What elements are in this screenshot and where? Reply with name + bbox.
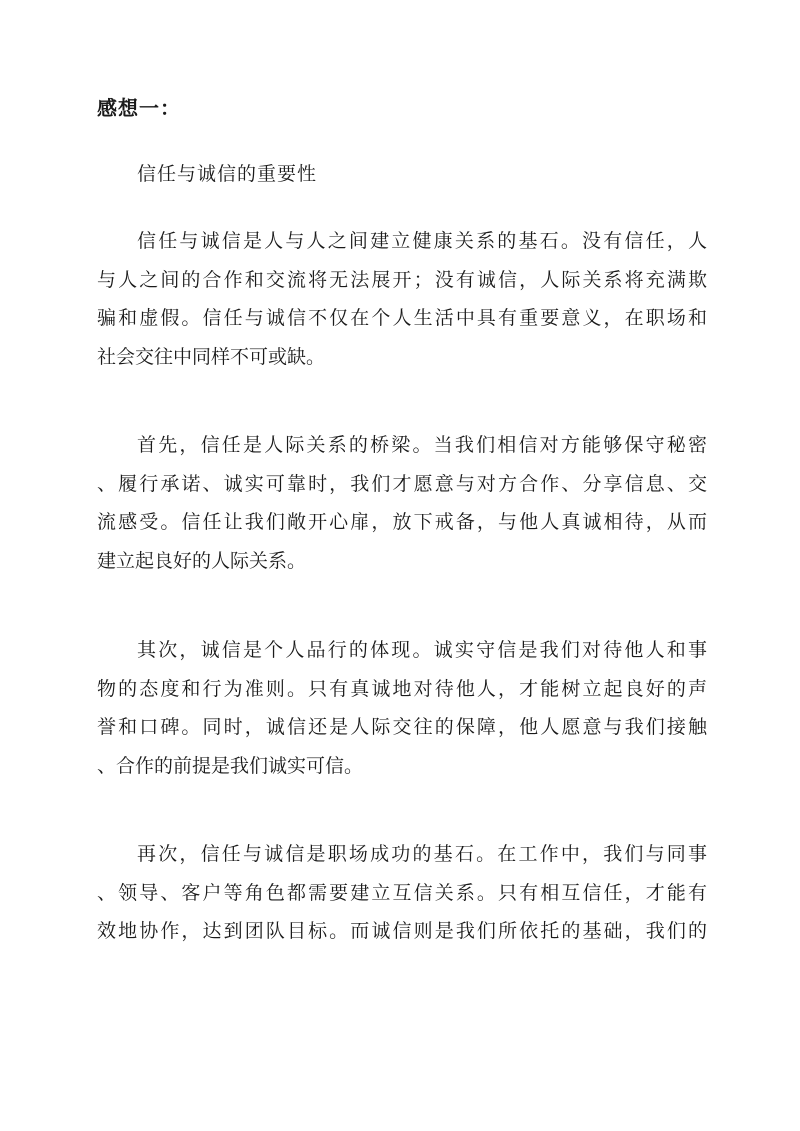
paragraph-line: 首先，信任是人际关系的桥梁。当我们相信对方能够保守秘密: [137, 434, 707, 456]
paragraph-4: [97, 835, 707, 951]
paragraph-line: 誉和口碑。同时，诚信还是人际交往的保障，他人愿意与我们接触: [97, 716, 707, 738]
paragraph-line: 、领导、客户等角色都需要建立互信关系。只有相互信任，才能有: [97, 881, 707, 904]
paragraph-line: 社会交往中同样不可或缺。: [97, 345, 326, 368]
paragraph-line: 物的态度和行为准则。只有真诚地对待他人，才能树立起良好的声: [97, 677, 707, 700]
paragraph-2: [97, 426, 707, 580]
paragraph-line: 再次，信任与诚信是职场成功的基石。在工作中，我们与同事: [137, 843, 707, 865]
paragraph-line: 、合作的前提是我们诚实可信。: [97, 754, 364, 777]
paragraph-line: 效地协作，达到团队目标。而诚信则是我们所依托的基础，我们的: [97, 920, 707, 942]
paragraph-line: 与人之间的合作和交流将无法展开；没有诚信，人际关系将充满欺: [97, 268, 707, 291]
paragraph-line: 信任与诚信是人与人之间建立健康关系的基石。没有信任，人: [137, 230, 707, 252]
page-heading: 感想一：: [97, 96, 181, 120]
paragraph-1: [97, 222, 707, 376]
paragraph-line: 其次，诚信是个人品行的体现。诚实守信是我们对待他人和事: [137, 639, 707, 661]
paragraph-3: [97, 631, 707, 785]
essay-title: 信任与诚信的重要性: [137, 163, 318, 185]
paragraph-line: 建立起良好的人际关系。: [97, 549, 307, 572]
paragraph-line: 流感受。信任让我们敞开心扉，放下戒备，与他人真诚相待，从而: [97, 511, 707, 533]
paragraph-line: 骗和虚假。信任与诚信不仅在个人生活中具有重要意义，在职场和: [97, 307, 707, 329]
paragraph-line: 、履行承诺、诚实可靠时，我们才愿意与对方合作、分享信息、交: [97, 472, 707, 495]
